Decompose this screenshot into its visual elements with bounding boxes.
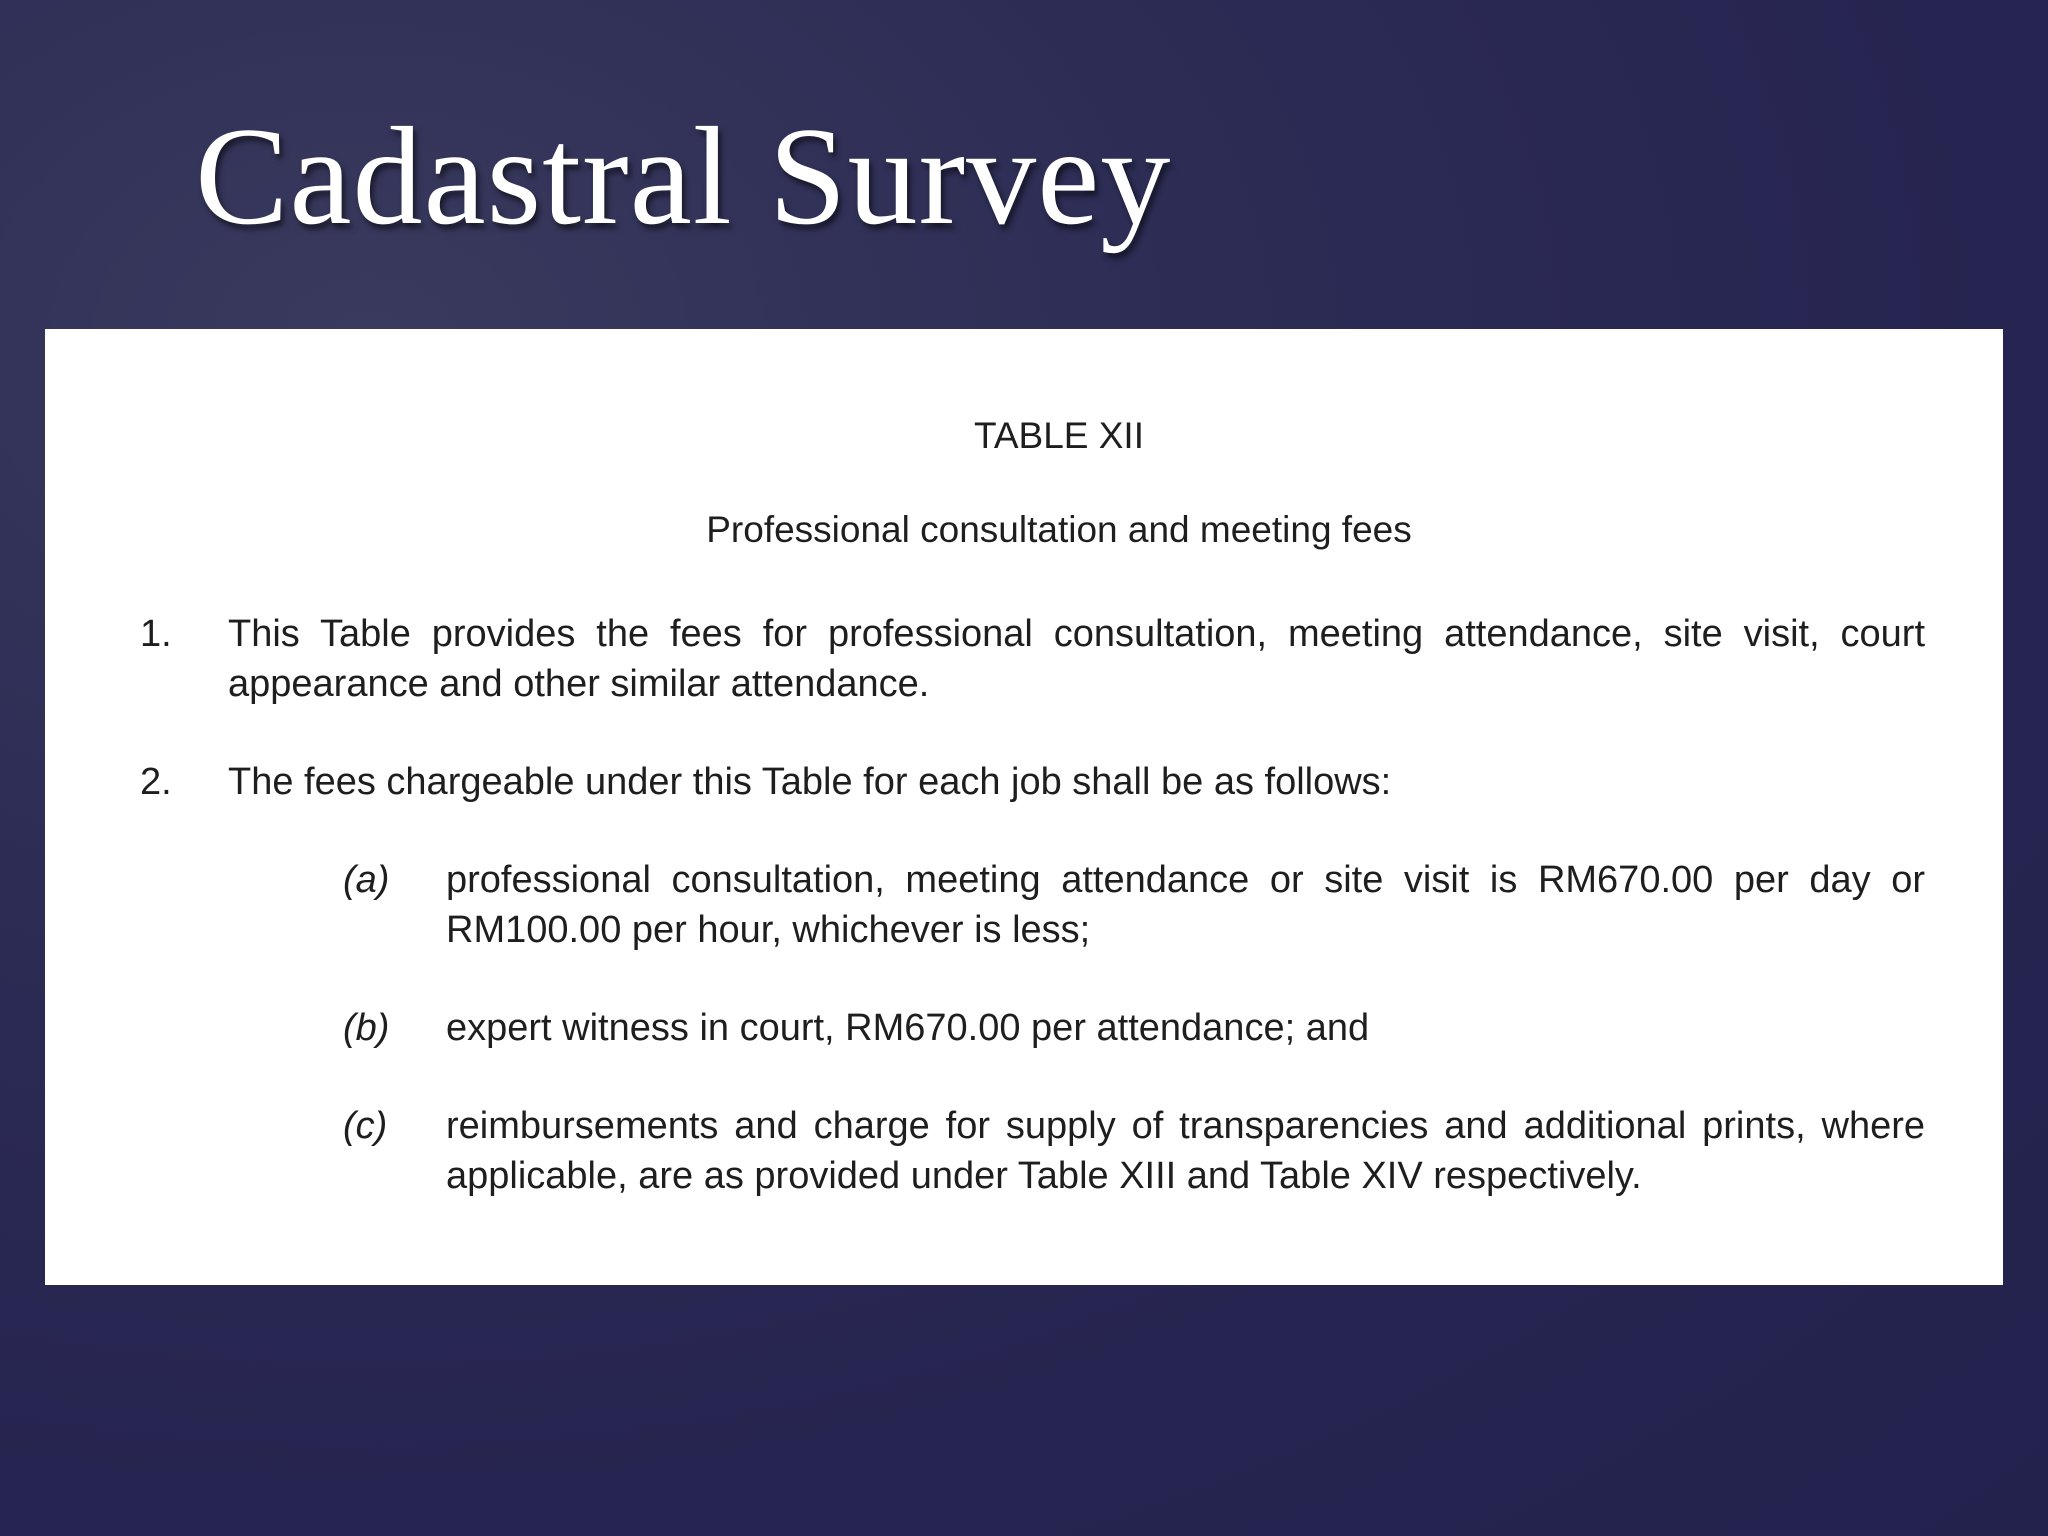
sub-item-text: reimbursements and charge for supply of transparencies and additional prints, where applicable, are as provided under Table XIII and Table XIV respectively. [446,1105,1925,1197]
paragraph-1 [140,609,1925,709]
sub-item-text: expert witness in court, RM670.00 per attendance; and [446,1007,1370,1049]
sub-item-a [343,855,1925,955]
slide-title: Cadastral Survey [195,99,1172,254]
paragraph-number: 1. [140,613,172,655]
sub-item-label: (b) [343,1007,390,1049]
sub-item-b [343,1003,1925,1053]
table-subtitle: Professional consultation and meeting fees [706,509,1412,550]
sub-item-c [343,1101,1925,1201]
sub-item-label: (c) [343,1105,388,1147]
sub-item-text: professional consultation, meeting attendance or site visit is RM670.00 per day or RM100.00 per hour, whichever is less; [446,859,1925,951]
paragraph-2 [140,757,1925,807]
table-number: TABLE XII [974,415,1144,456]
paragraph-text: The fees chargeable under this Table for each job shall be as follows: [228,761,1392,803]
sub-item-label: (a) [343,859,390,901]
paragraph-number: 2. [140,761,172,803]
document-image [45,329,2003,1285]
paragraph-text: This Table provides the fees for professional consultation, meeting attendance, site visit, court appearance and other similar attendance. [228,613,1925,705]
